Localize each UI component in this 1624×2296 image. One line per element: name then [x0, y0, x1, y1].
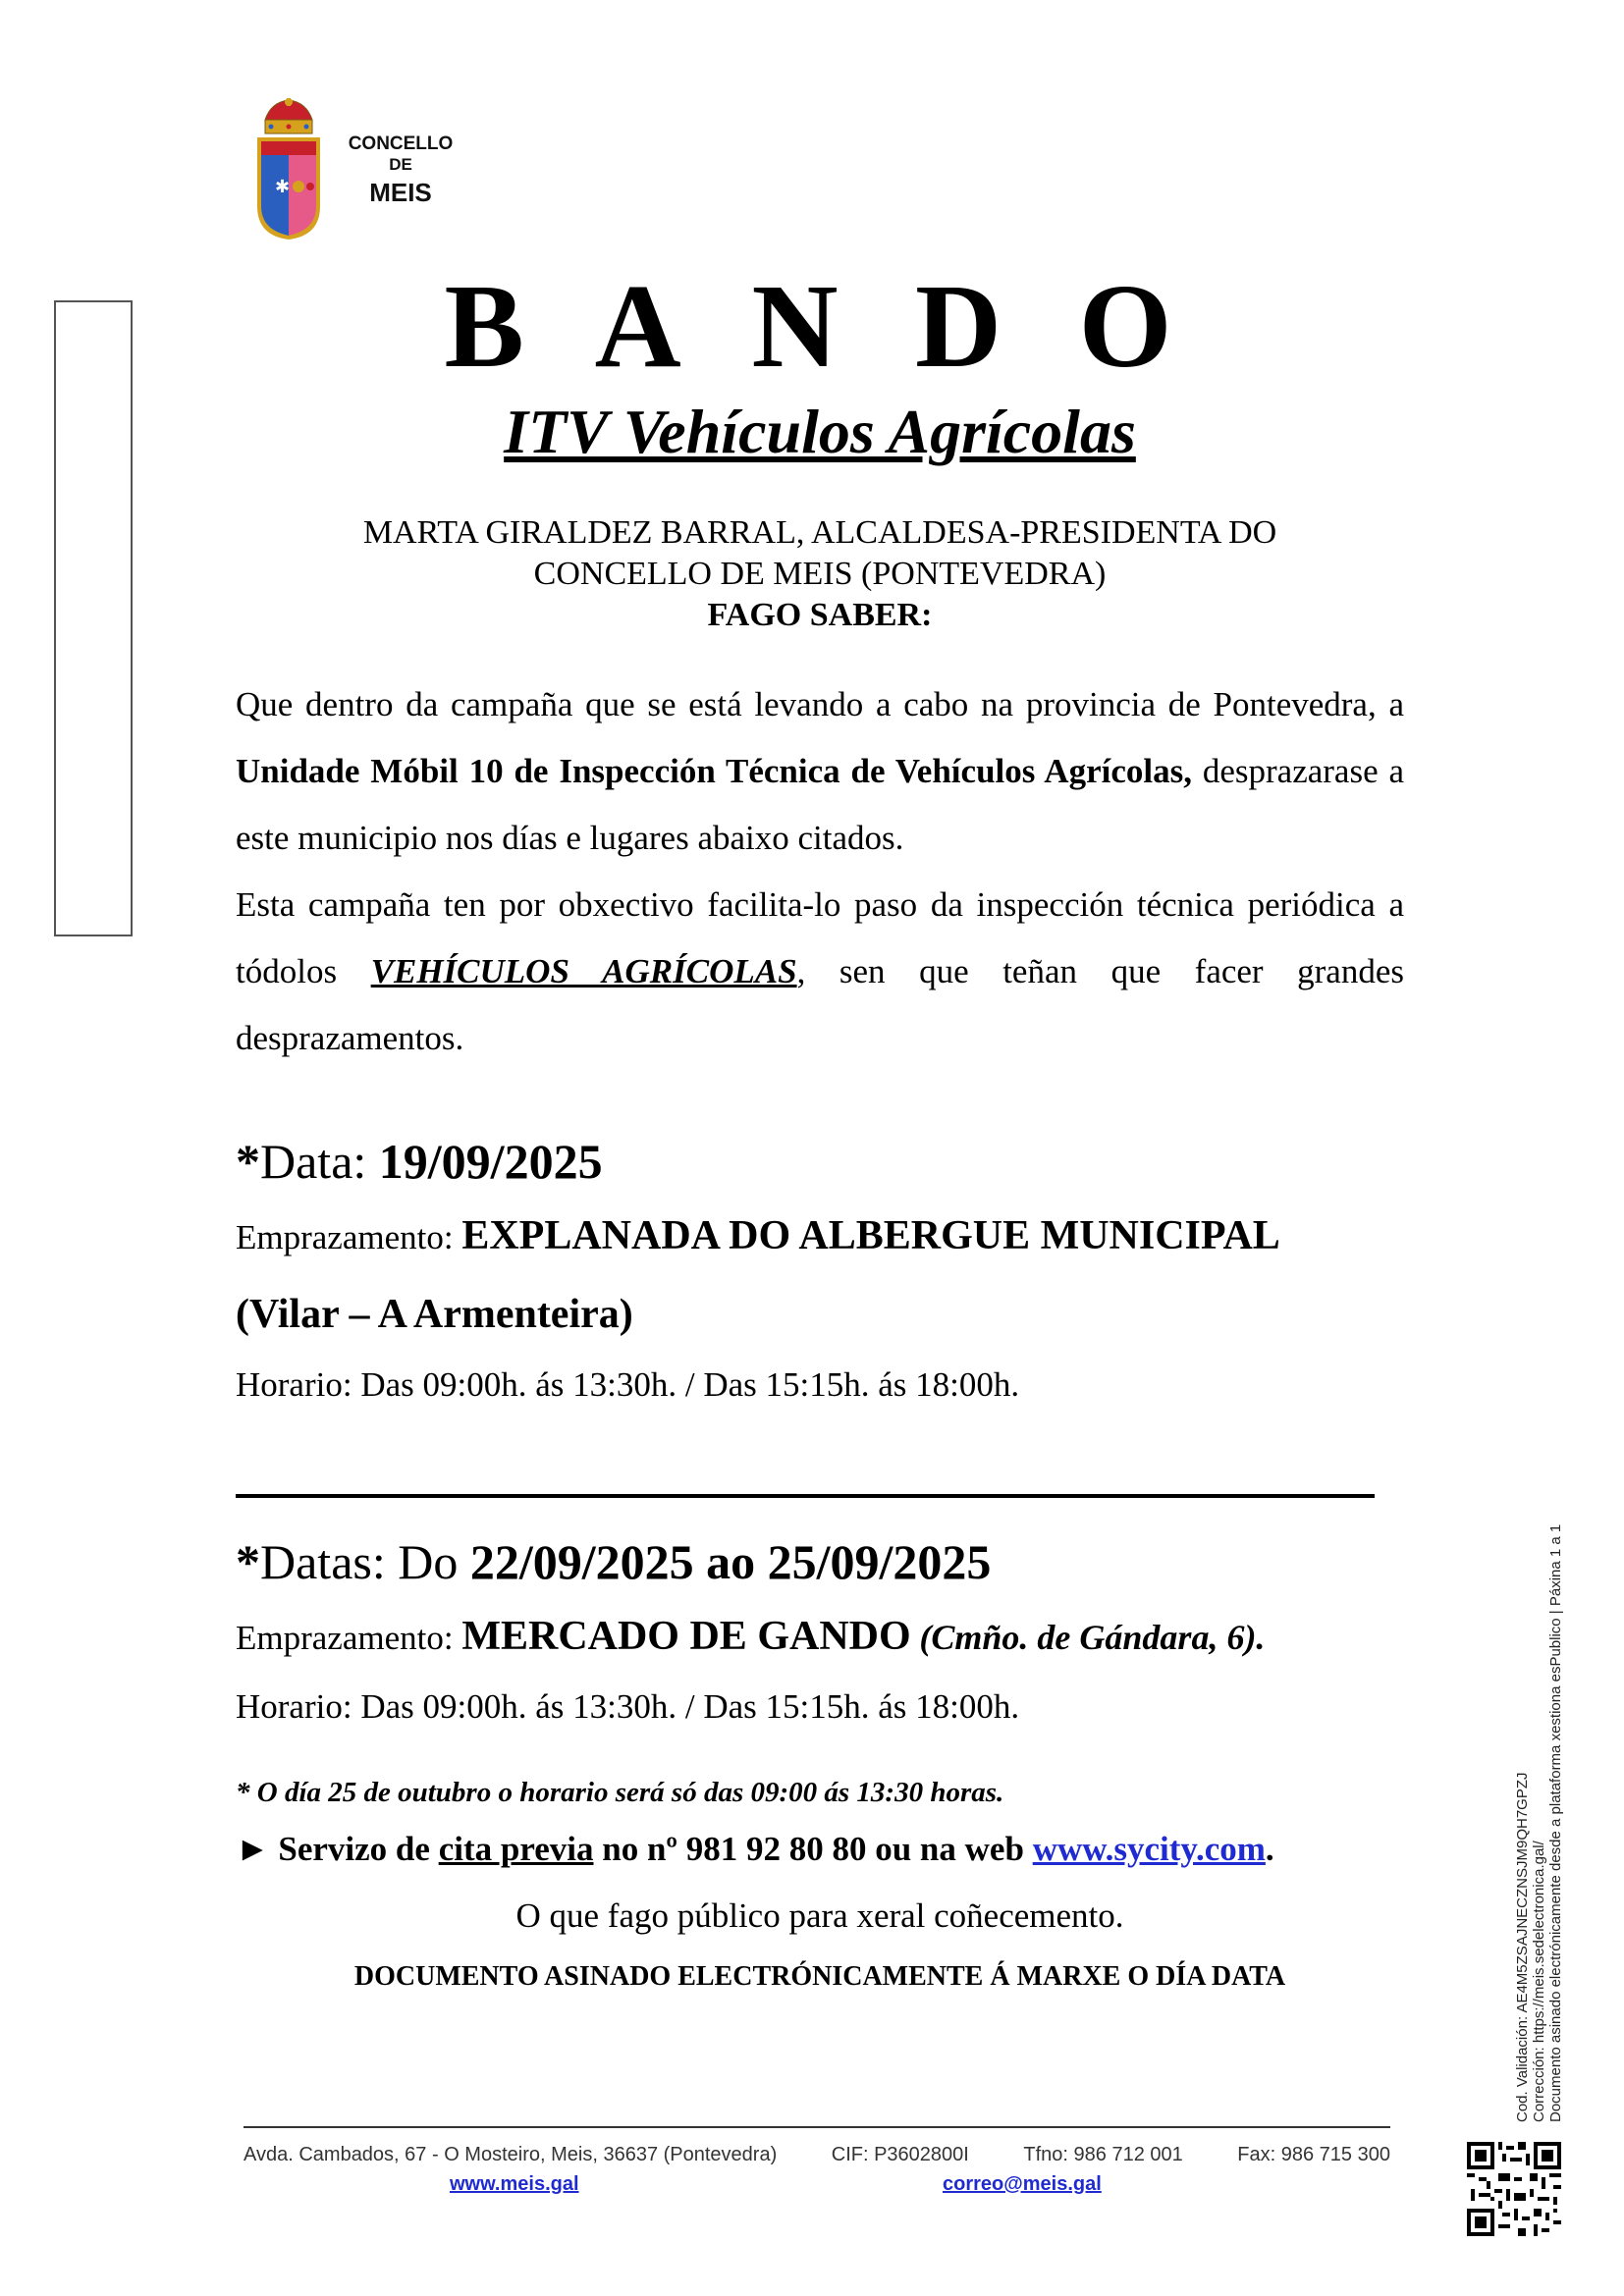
logo-line1: CONCELLO [348, 133, 454, 154]
slot1-date-value: 19/09/2025 [378, 1134, 603, 1189]
logo-line2: DE [389, 155, 412, 174]
intro-paragraph-1 [236, 671, 1404, 872]
document-title: B A N D O [444, 260, 1196, 393]
slot2-hours: Horario: Das 09:00h. ás 13:30h. / Das 15:15h. ás 18:00h. [236, 1687, 1020, 1726]
slot1-place2-value: (Vilar – A Armenteira) [236, 1292, 633, 1337]
slot1-hours: Horario: Das 09:00h. ás 13:30h. / Das 15:15h. ás 18:00h. [236, 1365, 1020, 1404]
footer-fax: Fax: 986 715 300 [1237, 2144, 1390, 2165]
vehicles-emphasis: VEHÍCULOS AGRÍCOLAS [370, 952, 797, 990]
authority-block [236, 512, 1404, 636]
authority-line2: CONCELLO DE MEIS (PONTEVEDRA) [533, 556, 1107, 592]
public-statement: O que fago público para xeral coñecemento. [515, 1896, 1124, 1935]
schedule-slot-2 [236, 1531, 1414, 1737]
qr-code-icon [1467, 2142, 1561, 2236]
logo-line3: MEIS [369, 178, 432, 207]
intro-p2-c: , sen que teñan que facer grandes desprazamentos. [236, 952, 1404, 1057]
footer-cif: CIF: P3602800I [831, 2144, 969, 2165]
document-subtitle: ITV Vehículos Agrícolas [504, 397, 1136, 466]
slot1-place-value: EXPLANADA DO ALBERGUE MUNICIPAL [461, 1213, 1280, 1258]
service-d: . [1265, 1830, 1274, 1868]
schedule-slot-1 [236, 1131, 1414, 1415]
footer-web-link[interactable]: www.meis.gal [450, 2173, 579, 2195]
intro-p1-c: desprazarase a este municipio nos días e lugares abaixo citados. [236, 752, 1405, 857]
intro-text [236, 671, 1404, 1072]
divider [236, 1494, 1375, 1498]
council-name [337, 133, 464, 208]
council-logo [253, 98, 469, 245]
intro-p1-bold: Unidade Móbil 10 de Inspección Técnica de Vehículos Agrícolas, [236, 752, 1192, 790]
footer-email-link[interactable]: correo@meis.gal [943, 2173, 1102, 2195]
slot2-place-extra: (Cmño. de Gándara, 6). [919, 1618, 1266, 1657]
footer-divider [244, 2126, 1390, 2128]
service-c: no nº 981 92 80 80 ou na web [593, 1830, 1033, 1868]
signature-box [54, 300, 133, 936]
validation-url: Corrección: https://meis.sedelectronica.gal/ [1531, 1841, 1547, 2122]
footer-phone: Tfno: 986 712 001 [1023, 2144, 1183, 2165]
slot1-place2 [236, 1276, 1414, 1355]
slot2-place-value: MERCADO DE GANDO [461, 1614, 911, 1659]
slot1-date-prefix: Data: [260, 1134, 379, 1189]
slot2-date-prefix: Datas: Do [260, 1534, 470, 1589]
slot2-date-value: 22/09/2025 ao 25/09/2025 [469, 1534, 992, 1589]
fago-saber: FAGO SABER: [707, 597, 933, 633]
validation-platform: Documento asinado electrónicamente desde a plataforma xestiona esPublico | Páxina 1 a 1 [1547, 1523, 1564, 2122]
validation-code: Cod. Validación: AE4M5ZSAJNECZNSJM9QH7GPZJ [1514, 1772, 1531, 2122]
intro-p2-a: Esta campaña ten por obxectivo facilita-lo paso da inspección técnica periódica a tódolos [236, 885, 1404, 990]
footer [244, 2140, 1390, 2213]
footer-address: Avda. Cambados, 67 - O Mosteiro, Meis, 36637 (Pontevedra) [244, 2144, 778, 2165]
slot1-place [236, 1198, 1414, 1276]
schedule-note: * O día 25 de outubro o horario será só das 09:00 ás 13:30 horas. [236, 1777, 1004, 1808]
sycity-link[interactable]: www.sycity.com [1032, 1830, 1266, 1868]
slot2-place-label: Emprazamento: [236, 1619, 462, 1657]
service-a: ► Servizo de [236, 1830, 439, 1868]
service-cita-previa: cita previa [438, 1830, 594, 1868]
coat-of-arms-icon [253, 98, 324, 241]
slot1-place-label: Emprazamento: [236, 1218, 462, 1256]
authority-line1: MARTA GIRALDEZ BARRAL, ALCALDESA-PRESIDENTA DO [362, 514, 1277, 551]
appointment-service [236, 1822, 1414, 1877]
slot2-date: *Datas: Do 22/09/2025 ao 25/09/2025 [236, 1534, 992, 1589]
validation-text [1514, 1455, 1564, 2122]
svg-text:✱: ✱ [275, 177, 291, 197]
signed-statement: DOCUMENTO ASINADO ELECTRÓNICAMENTE Á MARXE O DÍA DATA [353, 1961, 1286, 1992]
intro-p1-a: Que dentro da campaña que se está levando a cabo na provincia de Pontevedra, a [236, 685, 1404, 723]
intro-paragraph-2 [236, 872, 1404, 1072]
slot1-date: *Data: 19/09/2025 [236, 1134, 603, 1189]
slot2-place [236, 1598, 1414, 1677]
